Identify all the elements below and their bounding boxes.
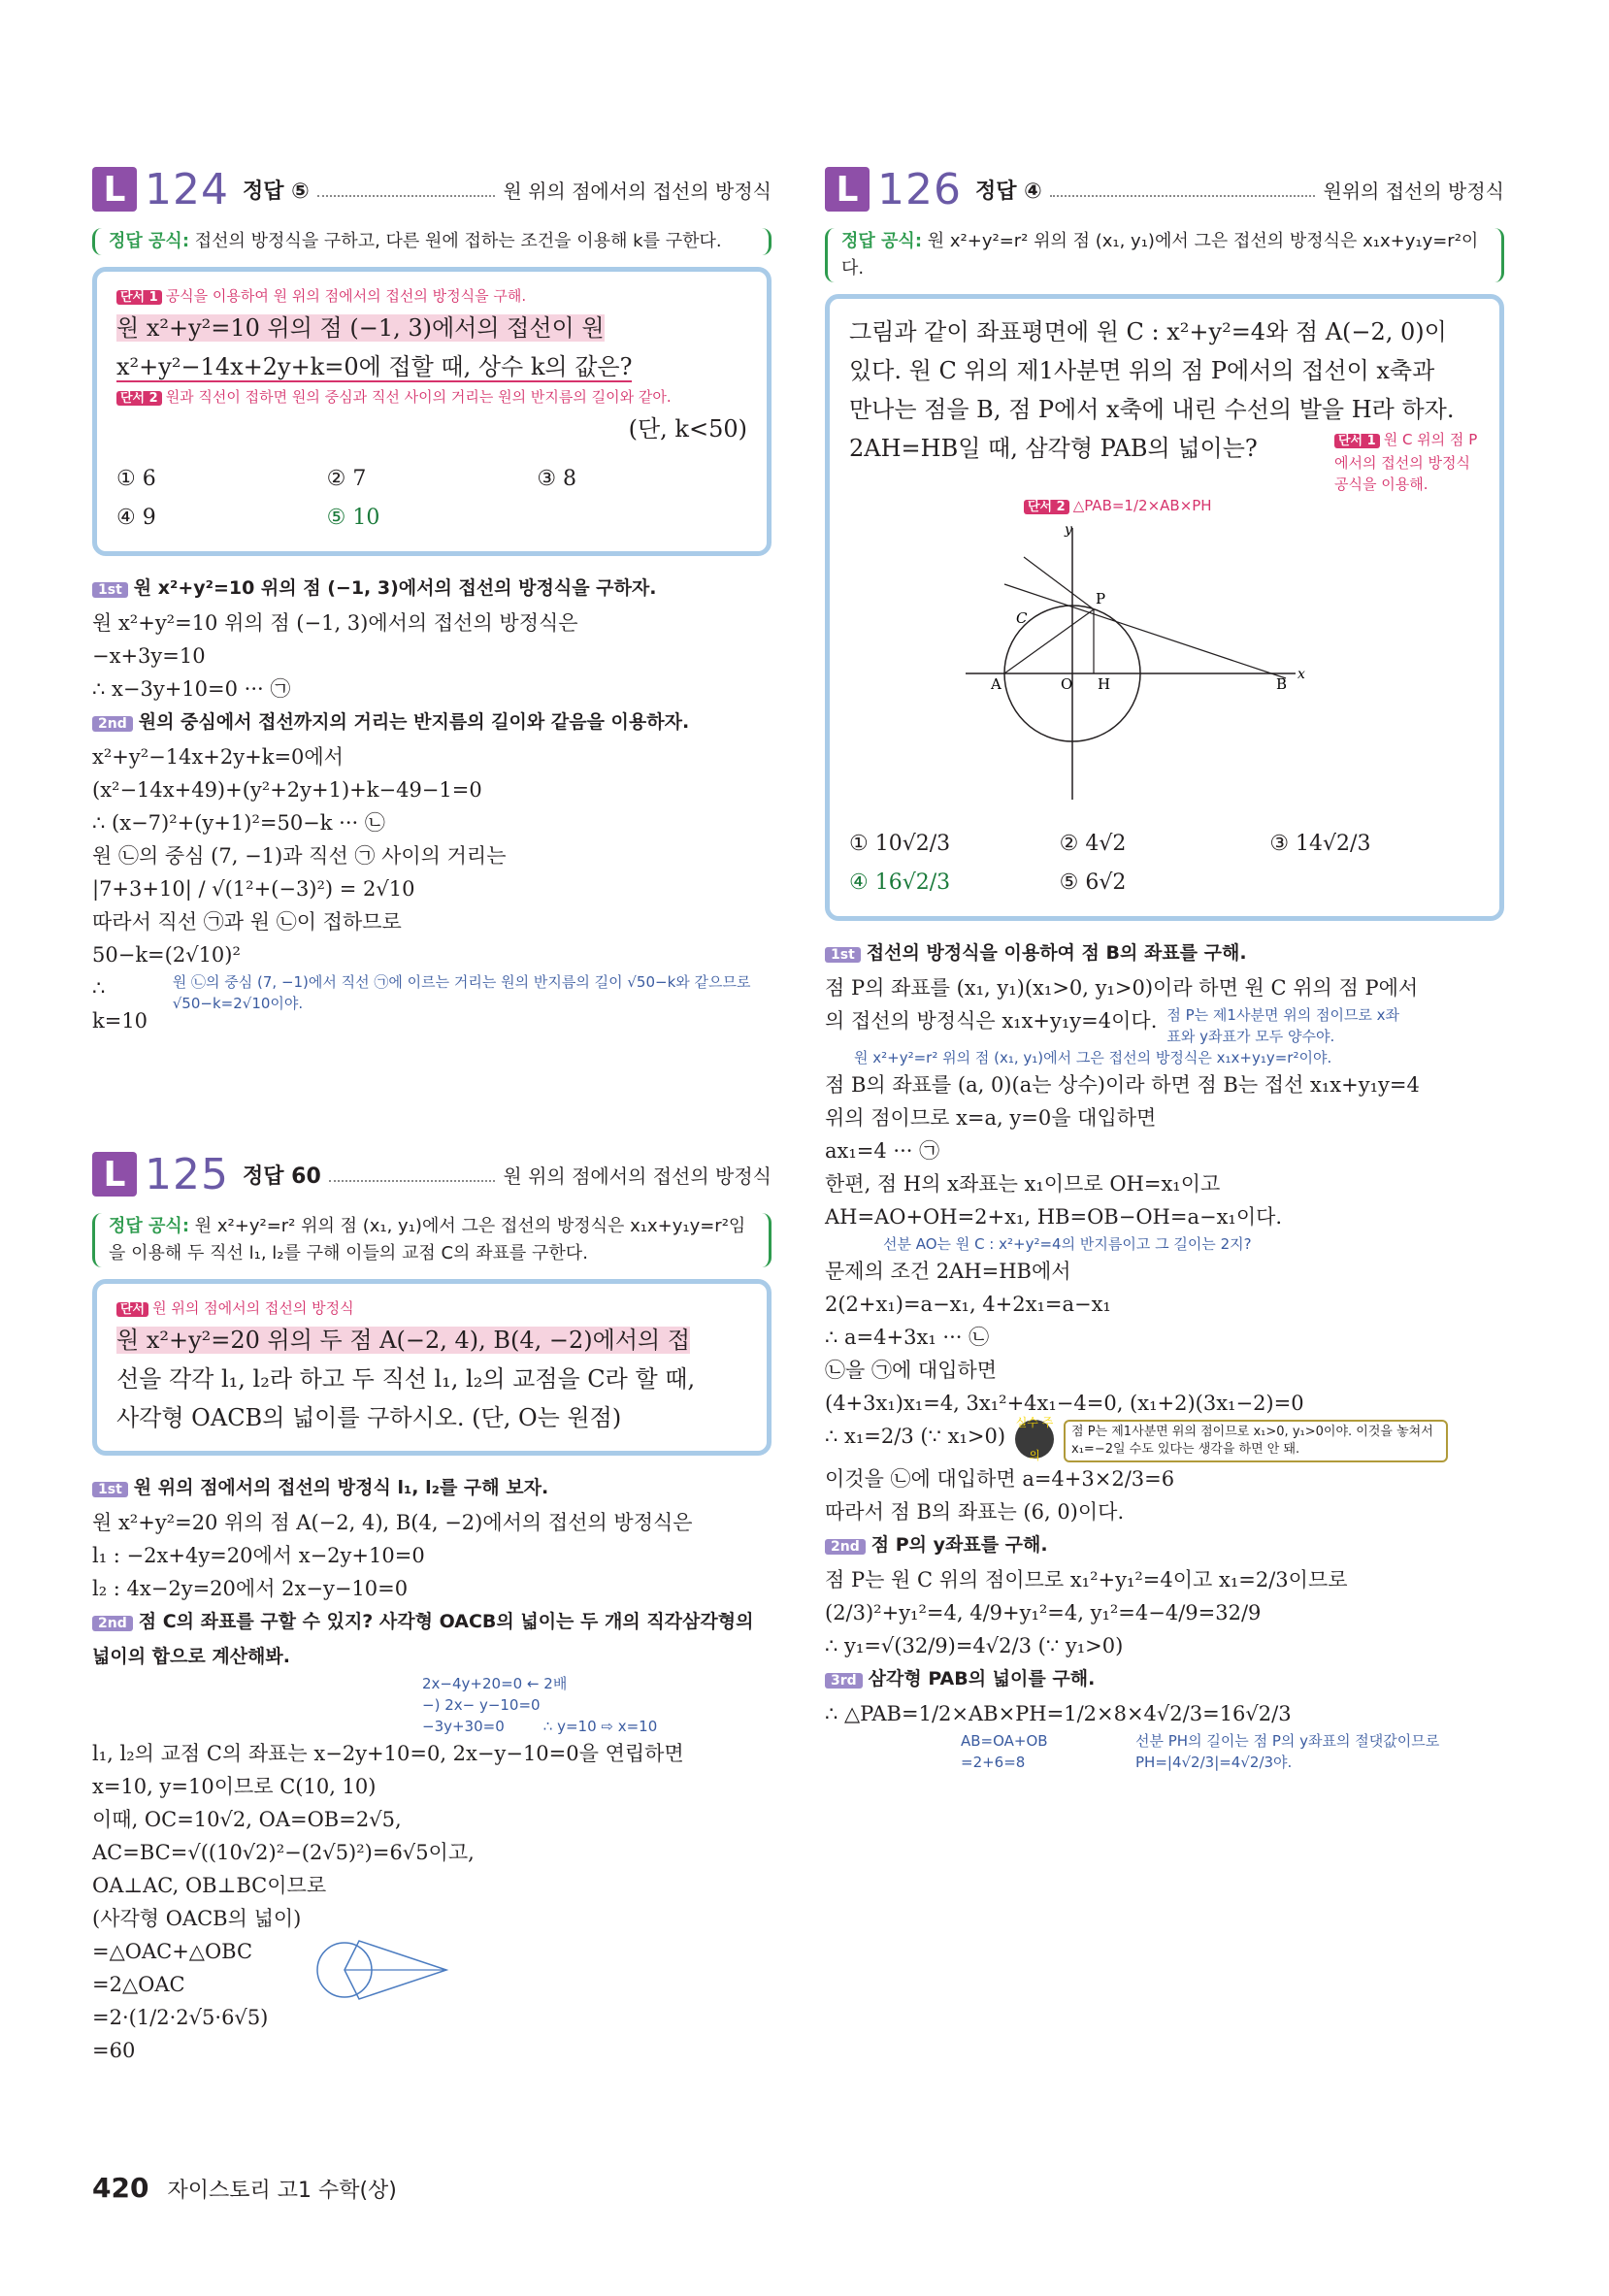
- solution-line: 한편, 점 H의 x좌표는 x₁이므로 OH=x₁이고: [825, 1172, 1221, 1196]
- solution-line: =2·(1/2·2√5·6√5): [92, 2006, 269, 2029]
- solution-line: ∴ x−3y+10=0 ··· ㉠: [92, 677, 291, 701]
- solution-line: (4+3x₁)x₁=4, 3x₁²+4x₁−4=0, (x₁+2)(3x₁−2)=0: [825, 1392, 1304, 1415]
- problem-number: 126: [877, 164, 962, 214]
- caution-badge: 실수 주의: [1015, 1416, 1054, 1462]
- options: [116, 460, 747, 538]
- solution-line: 원 x²+y²=20 위의 점 A(−2, 4), B(4, −2)에서의 접선의 방정식은: [92, 1511, 693, 1534]
- axis-label-x: x: [1297, 667, 1305, 682]
- solution-line: OA⊥AC, OB⊥BC이므로: [92, 1874, 327, 1897]
- solution-line: |7+3+10| / √(1²+(−3)²) = 2√10: [92, 877, 415, 901]
- answer: 정답 ④: [974, 179, 1042, 204]
- option: ③ 14√2/3: [1269, 832, 1371, 856]
- caution-note: 점 P는 제1사분면 위의 점이므로 x₁>0, y₁>0이야. 이것을 놓쳐서 x₁=−2일 수도 있다는 생각을 하면 안 돼.: [1064, 1420, 1448, 1462]
- calc-note: 2x−4y+20=0 ← 2배 −) 2x− y−10=0 −3y+30=0 ∴ y=10 ⇨ x=10: [422, 1675, 658, 1735]
- solution-line: ∴ △PAB=1/2×AB×PH=1/2×8×4√2/3=16√2/3: [825, 1702, 1292, 1725]
- options: [849, 825, 1480, 902]
- answer-formula: 정답 공식: 접선의 방정식을 구하고, 다른 원에 접하는 조건을 이용해 k를 구한다.: [92, 228, 772, 255]
- solution-note: 원 x²+y²=r² 위의 점 (x₁, y₁)에서 그은 접선의 방정식은 x₁x+y₁y=r²이야.: [854, 1049, 1332, 1066]
- book-title: 자이스토리 고1 수학(상): [167, 2179, 397, 2203]
- problem-number: 124: [145, 164, 229, 214]
- problem-header: [825, 160, 1504, 218]
- solution-line: 따라서 직선 ㉠과 원 ㉡이 접하므로: [92, 910, 402, 934]
- answer: 정답 60: [242, 1164, 321, 1189]
- solution-line: 점 B의 좌표를 (a, 0)(a는 상수)이라 하면 점 B는 접선 x₁x+y₁y=4: [825, 1073, 1420, 1097]
- solution-line: 이것을 ㉡에 대입하면 a=4+3×2/3=6: [825, 1467, 1175, 1491]
- solution-line: AH=AO+OH=2+x₁, HB=OB−OH=a−x₁이다.: [825, 1205, 1283, 1229]
- option: ④ 9: [116, 506, 156, 530]
- solution-line: l₁, l₂의 교점 C의 좌표는 x−2y+10=0, 2x−y−10=0을 연립하면: [92, 1742, 684, 1765]
- solution-line: 의 접선의 방정식은 x₁x+y₁y=4이다. 점 P는 제1사분면 위의 점이므로 x좌표와 y좌표가 모두 양수야.: [825, 1004, 1504, 1047]
- solution: [92, 1471, 772, 2067]
- area-block: [92, 1902, 772, 2067]
- solution-line: x=10, y=10이므로 C(10, 10): [92, 1775, 377, 1798]
- solution: [825, 936, 1504, 1773]
- page-footer: [92, 2172, 397, 2204]
- solution-note: 점 P는 제1사분면 위의 점이므로 x좌표와 y좌표가 모두 양수야.: [1166, 1006, 1400, 1045]
- point-b: B: [1276, 675, 1288, 693]
- hint-1: 단서 1 공식을 이용하여 원 위의 점에서의 접선의 방정식을 구해.: [116, 285, 747, 309]
- solution-line: 이때, OC=10√2, OA=OB=2√5,: [92, 1808, 402, 1831]
- question-line: 2AH=HB일 때, 삼각형 PAB의 넓이는?: [849, 435, 1258, 462]
- problem-number: 125: [145, 1149, 229, 1199]
- answer-formula: 정답 공식: 원 x²+y²=r² 위의 점 (x₁, y₁)에서 그은 접선의 방정식은 x₁x+y₁y=r²임을 이용해 두 직선 l₁, l₂를 구해 이들의 교점 C의 좌표를 구한다.: [92, 1213, 772, 1267]
- axis-label-y: y: [1065, 522, 1072, 538]
- question-line: 원 x²+y²=20 위의 두 점 A(−2, 4), B(4, −2)에서의 접: [116, 1327, 691, 1354]
- solution-line: 점 P는 원 C 위의 점이므로 x₁²+y₁²=4이고 x₁=2/3이므로: [825, 1568, 1348, 1591]
- solution-line: (x²−14x+49)+(y²+2y+1)+k−49−1=0: [92, 778, 482, 802]
- leader-dots: [1050, 181, 1316, 197]
- answer-formula: 정답 공식: 원 x²+y²=r² 위의 점 (x₁, y₁)에서 그은 접선의 방정식은 x₁x+y₁y=r²이다.: [825, 228, 1504, 282]
- solution-line: 50−k=(2√10)²: [92, 943, 241, 967]
- hint-2: 단서 2 △PAB=1/2×AB×PH: [849, 495, 1480, 518]
- page-number: 420: [92, 2172, 149, 2204]
- problem-125: [92, 1145, 772, 2067]
- hint-2: 단서 2 원과 직선이 접하면 원의 중심과 직선 사이의 거리는 원의 반지름의 길이와 같아.: [116, 386, 747, 410]
- topic: 원위의 접선의 방정식: [1323, 179, 1504, 203]
- section-badge: L: [92, 1152, 137, 1197]
- solution-line: 위의 점이므로 x=a, y=0을 대입하면: [825, 1106, 1157, 1130]
- leader-dots: [329, 1166, 496, 1182]
- solution-line: 따라서 점 B의 좌표는 (6, 0)이다.: [825, 1500, 1125, 1524]
- solution-note: 선분 AO는 원 C : x²+y²=4의 반지름이고 그 길이는 2지?: [883, 1235, 1252, 1253]
- option: ② 7: [326, 467, 367, 491]
- option-correct: ④ 16√2/3: [849, 870, 951, 895]
- point-o: O: [1061, 675, 1073, 693]
- solution-line: ∴ y₁=√(32/9)=4√2/3 (∵ y₁>0): [825, 1634, 1124, 1657]
- condition: (단, k<50): [628, 415, 747, 443]
- solution-step: 1st 원 위의 점에서의 접선의 방정식 l₁, l₂를 구해 보자.: [92, 1471, 772, 1506]
- problem-header: [92, 160, 772, 218]
- solution-line: 원 x²+y²=10 위의 점 (−1, 3)에서의 접선의 방정식은: [92, 611, 578, 635]
- question-box: [92, 1279, 772, 1456]
- problem-124: [92, 160, 772, 1037]
- kite-figure: [301, 1902, 466, 2038]
- solution-line: ∴ x₁=2/3 (∵ x₁>0) 실수 주의 점 P는 제1사분면 위의 점이므로 x₁>0, y₁>0이야. 이것을 놓쳐서 x₁=−2일 수도 있다는 생각을 하면 안 돼.: [825, 1420, 1504, 1462]
- problem-126: [825, 160, 1504, 1773]
- question-line: 있다. 원 C 위의 제1사분면 위의 점 P에서의 접선이 x축과: [849, 357, 1435, 384]
- solution-line: 2(2+x₁)=a−x₁, 4+2x₁=a−x₁: [825, 1293, 1111, 1316]
- solution-line: ㉡을 ㉠에 대입하면: [825, 1359, 998, 1382]
- hint-1: 단서 1 원 C 위의 점 P에서의 접선의 방정식 공식을 이용해.: [1334, 431, 1478, 493]
- solution-line: ∴ k=10 원 ㉡의 중심 (7, −1)에서 직선 ㉠에 이르는 거리는 원의 반지름의 길이 √50−k와 같으므로 √50−k=2√10이야.: [92, 971, 772, 1037]
- option-correct: ⑤ 10: [326, 506, 380, 530]
- question-row: [849, 429, 1480, 495]
- solution-line: (사각형 OACB의 넓이): [92, 1907, 302, 1930]
- answer: 정답 ⑤: [242, 179, 310, 204]
- solution-step: 3rd 삼각형 PAB의 넓이를 구해.: [825, 1662, 1504, 1697]
- solution-line: l₁ : −2x+4y=20에서 x−2y+10=0: [92, 1544, 425, 1567]
- question-line: 만나는 점을 B, 점 P에서 x축에 내린 수선의 발을 H라 하자.: [849, 396, 1455, 423]
- solution-note: 원 ㉡의 중심 (7, −1)에서 직선 ㉠에 이르는 거리는 원의 반지름의 길이 √50−k와 같으므로 √50−k=2√10이야.: [172, 973, 751, 1012]
- solution-line: =2△OAC: [92, 1973, 185, 1996]
- solution-line: ax₁=4 ··· ㉠: [825, 1139, 940, 1163]
- option: ① 10√2/3: [849, 832, 951, 856]
- solution-step: 2nd 원의 중심에서 접선까지의 거리는 반지름의 길이와 같음을 이용하자.: [92, 705, 772, 740]
- solution-line: ∴ (x−7)²+(y+1)²=50−k ··· ㉡: [92, 811, 385, 835]
- option: ② 4√2: [1059, 832, 1127, 856]
- section-badge: L: [92, 167, 137, 212]
- point-p: P: [1096, 590, 1106, 607]
- question-box: [92, 267, 772, 556]
- solution-step: 2nd 점 C의 좌표를 구할 수 있지? 사각형 OACB의 넓이는 두 개의 직각삼각형의 넓이의 합으로 계산해봐.: [92, 1611, 754, 1667]
- question-line: 그림과 같이 좌표평면에 원 C : x²+y²=4와 점 A(−2, 0)이: [849, 318, 1447, 345]
- solution-note: 선분 PH의 길이는 점 P의 y좌표의 절댓값이므로 PH=|4√2/3|=4√2/3야.: [1135, 1732, 1440, 1771]
- solution-line: 원 ㉡의 중심 (7, −1)과 직선 ㉠ 사이의 거리는: [92, 844, 507, 868]
- point-h: H: [1098, 675, 1111, 693]
- topic: 원 위의 점에서의 접선의 방정식: [503, 1164, 772, 1188]
- option: ① 6: [116, 467, 156, 491]
- solution-step: 1st 접선의 방정식을 이용하여 점 B의 좌표를 구해.: [825, 936, 1504, 971]
- solution-line: (2/3)²+y₁²=4, 4/9+y₁²=4, y₁²=4−4/9=32/9: [825, 1601, 1262, 1624]
- solution-line: =△OAC+△OBC: [92, 1940, 253, 1963]
- section-badge: L: [825, 167, 870, 212]
- solution-line: AC=BC=√((10√2)²−(2√5)²)=6√5이고,: [92, 1841, 475, 1864]
- option: ③ 8: [537, 467, 577, 491]
- leader-dots: [317, 181, 496, 197]
- solution: [92, 572, 772, 1037]
- solution-line: 점 P의 좌표를 (x₁, y₁)(x₁>0, y₁>0)이라 하면 원 C 위의 점 P에서: [825, 976, 1419, 1000]
- solution-line: l₂ : 4x−2y=20에서 2x−y−10=0: [92, 1577, 409, 1600]
- solution-step: 2nd 점 P의 y좌표를 구해.: [825, 1528, 1504, 1563]
- solution-line: x²+y²−14x+2y+k=0에서: [92, 745, 344, 769]
- solution-line: ∴ a=4+3x₁ ··· ㉡: [825, 1326, 990, 1349]
- option: ⑤ 6√2: [1059, 870, 1127, 895]
- circle-c: C: [1016, 609, 1028, 627]
- question-line: 선을 각각 l₁, l₂라 하고 두 직선 l₁, l₂의 교점을 C라 할 때,: [116, 1365, 696, 1393]
- notes-row: [825, 1730, 1504, 1773]
- solution-line: =60: [92, 2039, 136, 2062]
- solution-line: −x+3y=10: [92, 644, 206, 668]
- topic: 원 위의 점에서의 접선의 방정식: [503, 179, 772, 203]
- problem-header: [92, 1145, 772, 1203]
- question-box: [825, 294, 1504, 921]
- question-line: 사각형 OACB의 넓이를 구하시오. (단, O는 원점): [116, 1404, 622, 1431]
- solution-line: 문제의 조건 2AH=HB에서: [825, 1260, 1071, 1283]
- solution-step: 1st 원 x²+y²=10 위의 점 (−1, 3)에서의 접선의 방정식을 구하자.: [92, 572, 772, 607]
- question-line: x²+y²−14x+2y+k=0에 접할 때, 상수 k의 값은?: [116, 353, 633, 380]
- hint: 단서 원 위의 점에서의 접선의 방정식: [116, 1297, 747, 1321]
- question-line: 원 x²+y²=10 위의 점 (−1, 3)에서의 접선이 원: [116, 314, 605, 342]
- coordinate-figure: [849, 518, 1490, 809]
- solution-note: AB=OA+OB =2+6=8: [961, 1732, 1048, 1771]
- point-a: A: [991, 675, 1002, 693]
